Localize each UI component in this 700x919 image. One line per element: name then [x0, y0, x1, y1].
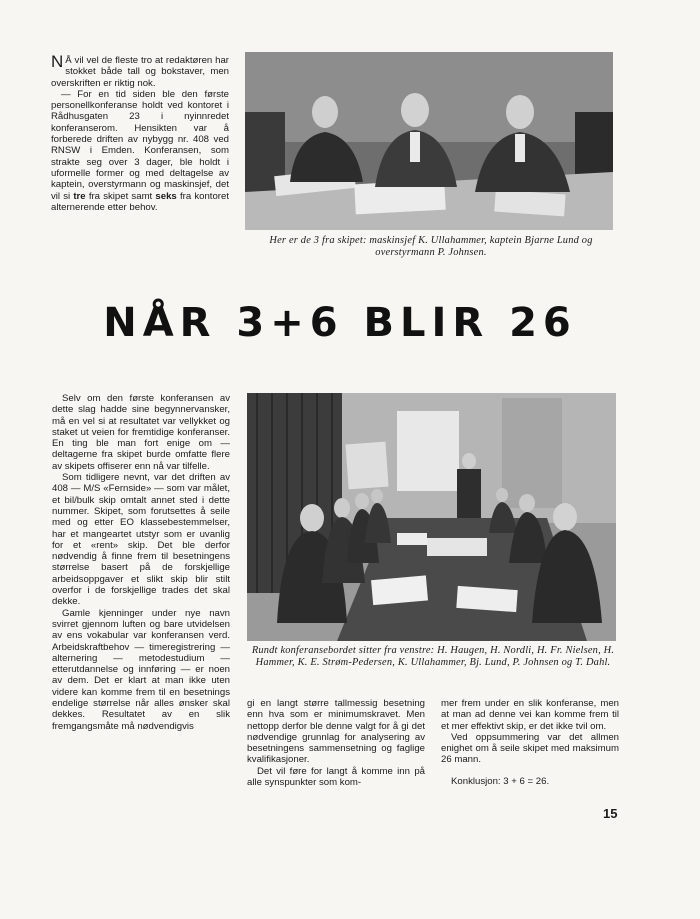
- column-3: [441, 698, 619, 787]
- photo-ship-officers: [245, 52, 613, 230]
- column-2-paragraph-2: Det vil føre for langt å komme inn på alle synspunkter som kom-: [247, 765, 425, 789]
- headline: NÅR 3+6 BLIR 26: [103, 300, 577, 346]
- column-2-paragraph-1: gi en langt større tallmessig besetning enn hva som er minimumskravet. Men nettopp derfor ble denne valgt for å gi det nødvendige grunnlag for analysering av besetningens sammensetning og faglige kvalifikasjoner.: [247, 698, 425, 766]
- column-1-paragraph-3: Gamle kjenninger under nye navn svirret gjennom luften og bare utvidelsen av ens vokabular var konferansen verd. Arbeidskraftbehov — timeregistrering — alternering — metodestudium — etterutdannelse og innføring — er noen av dem. Det er klart at man ikke uten videre kan komme frem til en besetnings endelige størrelse når alles ønsker skal dekkes. Resultatet av en slik fremgangsmåte må nødvendigvis: [52, 607, 230, 732]
- page-number: 15: [603, 806, 618, 821]
- column-3-paragraph-2: Ved oppsummering var det allmen enighet om å seile skipet med maksimum 26 mann.: [441, 731, 619, 766]
- photo1-caption: Her er de 3 fra skipet: maskinsjef K. Ullahammer, kaptein Bjarne Lund og overstyrmann P. Johnsen.: [269, 235, 593, 258]
- intro-paragraph-2: — For en tid siden ble den første personellkonferanse holdt ved kontoret i Rådhusgaten 23 i nyinnredet konferanserom. Hensikten var å forberede driften av nybygg nr. 408 ved RNSW i Emden. Konferansen, som strakte seg over 3 dager, ble holdt i uformelle former og med deltagelse av kaptein, overstyrmann og maskinsjef, det vil si tre fra skipet samt seks fra kontoret alternerende etter behov.: [51, 88, 229, 213]
- intro-text: [51, 52, 229, 213]
- conclusion: Konklusjon: 3 + 6 = 26.: [451, 775, 550, 787]
- drop-cap: N: [51, 52, 64, 71]
- column-2: [247, 698, 425, 788]
- photo2-caption: Rundt konferansebordet sitter fra venstre: H. Haugen, H. Nordli, H. Fr. Nielsen, H. Hammer, K. E. Strøm-Pedersen, K. Ullahammer, Bj. Lund, P. Johnsen og T. Dahl.: [251, 645, 615, 668]
- column-3-paragraph-1: mer frem under en slik konferanse, men at man ad denne vei kan komme frem til et mer effektivt skip, er det ikke tvil om.: [441, 698, 619, 732]
- photo-conference-table: [247, 393, 616, 641]
- column-1-paragraph-1: Selv om den første konferansen av dette slag hadde sine begynnervansker, må en vel si at resultatet var vellykket og staket ut veien for fremtidige konferanser. En ting ble man fort enige om — deltagerne fra skipet burde omfatte flere av skipets offiserer enn nå var tilfelle.: [52, 393, 230, 472]
- column-1: [52, 393, 230, 732]
- intro-paragraph-1: N Å vil vel de fleste tro at redaktøren har stokket både tall og bokstaver, men overskriften er riktig nok.: [51, 52, 229, 89]
- column-1-paragraph-2: Som tidligere nevnt, var det driften av 408 — M/S «Fernside» — som var målet, et bil/bulk skip omtalt annet sted i dette nummer. Skipet, som forutsettes å seile med og etter EO klassebestemmelser, har et mangeartet utstyr som er uvanlig for et «rent» skip. Det ble derfor nødvendig å finne frem til besetningens størrelse basert på de forskjellige arbeidsoppgaver et slikt skip blir stilt overfor i de forskjellige trades det skal dekke.: [52, 472, 230, 608]
